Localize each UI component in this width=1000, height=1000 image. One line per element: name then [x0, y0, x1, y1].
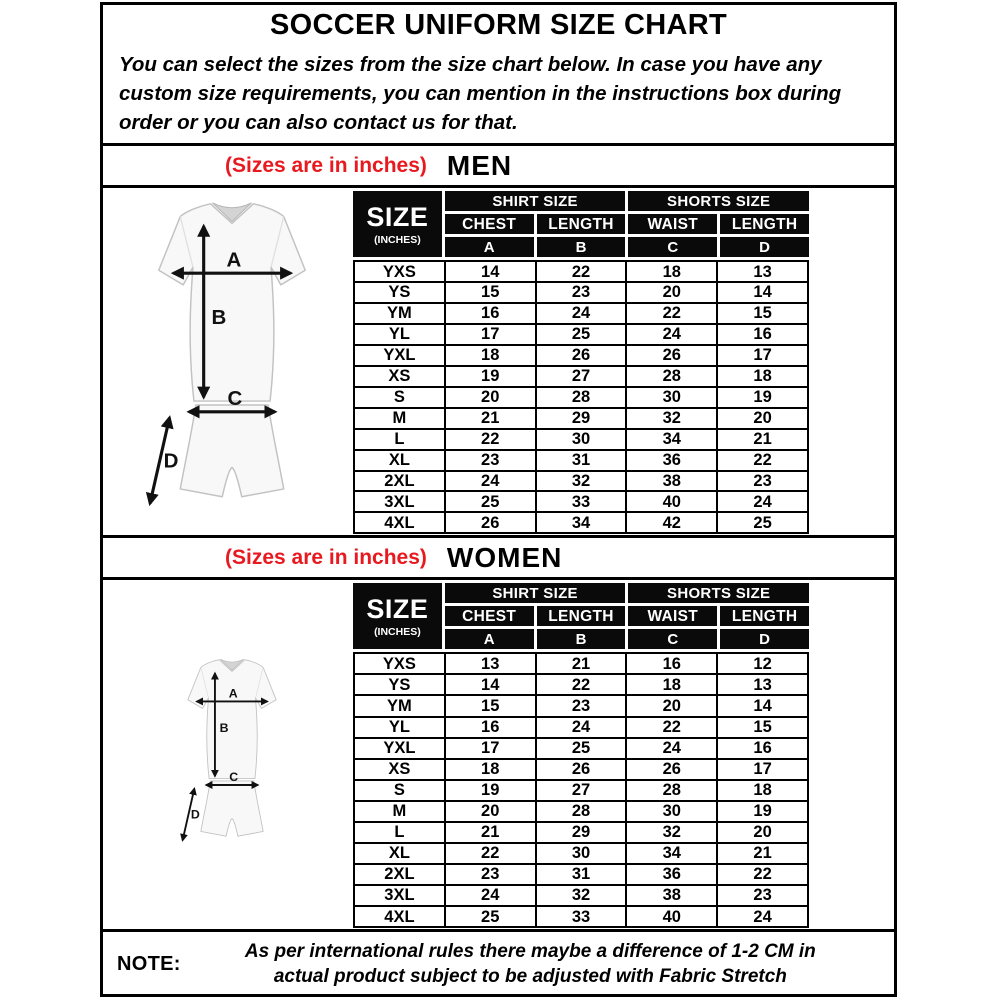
uniform-illustration	[132, 196, 332, 528]
row-size-label: S	[355, 781, 444, 800]
measure-label-d: D	[190, 807, 200, 822]
row-value-cell: 15	[446, 283, 535, 302]
shorts-size-group-header: SHORTS SIZE	[628, 191, 809, 211]
row-value-cell: 24	[446, 472, 535, 491]
row-value-cell: 16	[627, 654, 716, 673]
row-value-cell: 32	[627, 823, 716, 842]
row-value-cell: 21	[446, 823, 535, 842]
row-value-cell: 13	[718, 262, 807, 281]
row-value-cell: 24	[537, 304, 626, 323]
row-value-cell: 17	[446, 325, 535, 344]
row-size-label: L	[355, 823, 444, 842]
row-size-label: XS	[355, 367, 444, 386]
row-value-cell: 38	[627, 472, 716, 491]
row-value-cell: 19	[446, 781, 535, 800]
row-size-label: YS	[355, 283, 444, 302]
row-value-cell: 24	[718, 492, 807, 511]
row-value-cell: 16	[718, 739, 807, 758]
row-value-cell: 22	[537, 675, 626, 694]
row-value-cell: 31	[537, 865, 626, 884]
waist-column-header: WAIST	[628, 606, 717, 626]
waist-column-header: WAIST	[628, 214, 717, 234]
size-header-cell	[353, 583, 442, 649]
row-value-cell: 20	[718, 409, 807, 428]
measure-label-a: A	[228, 686, 238, 701]
row-size-label: XS	[355, 760, 444, 779]
row-size-label: XL	[355, 844, 444, 863]
column-letter-a: A	[445, 237, 534, 257]
row-value-cell: 18	[718, 781, 807, 800]
row-value-cell: 21	[718, 844, 807, 863]
row-size-label: M	[355, 409, 444, 428]
row-value-cell: 36	[627, 451, 716, 470]
row-value-cell: 24	[627, 739, 716, 758]
row-value-cell: 13	[718, 675, 807, 694]
measure-label-b: B	[211, 305, 227, 329]
row-value-cell: 28	[537, 802, 626, 821]
men-size-table	[353, 188, 809, 535]
shirt-size-group-header: SHIRT SIZE	[445, 583, 626, 603]
row-value-cell: 18	[446, 346, 535, 365]
shorts-length-column-header: LENGTH	[720, 214, 809, 234]
row-value-cell: 14	[718, 696, 807, 715]
row-value-cell: 24	[627, 325, 716, 344]
section-title-women: WOMEN	[446, 541, 563, 573]
row-value-cell: 18	[627, 675, 716, 694]
men-section-body	[103, 188, 894, 535]
women-section-body	[103, 580, 894, 929]
row-value-cell: 26	[537, 346, 626, 365]
women-size-table	[353, 580, 809, 929]
row-value-cell: 26	[627, 760, 716, 779]
uniform-illustration	[132, 589, 332, 921]
row-value-cell: 32	[627, 409, 716, 428]
size-header-cell	[353, 191, 442, 257]
row-value-cell: 25	[718, 513, 807, 532]
size-header-label: SIZE	[366, 593, 429, 624]
row-value-cell: 30	[537, 430, 626, 449]
row-size-label: 3XL	[355, 492, 444, 511]
row-size-label: YXL	[355, 739, 444, 758]
shorts-length-column-header: LENGTH	[720, 606, 809, 626]
row-value-cell: 34	[627, 844, 716, 863]
row-size-label: YM	[355, 304, 444, 323]
row-value-cell: 22	[446, 844, 535, 863]
row-value-cell: 25	[446, 492, 535, 511]
row-size-label: 2XL	[355, 865, 444, 884]
row-value-cell: 15	[718, 718, 807, 737]
row-size-label: M	[355, 802, 444, 821]
men-table-body	[353, 260, 809, 534]
shirt-length-column-header: LENGTH	[537, 606, 626, 626]
row-value-cell: 16	[718, 325, 807, 344]
measure-label-a: A	[226, 248, 242, 272]
row-value-cell: 20	[627, 696, 716, 715]
row-value-cell: 24	[718, 907, 807, 926]
note-block	[103, 929, 894, 996]
row-value-cell: 23	[537, 696, 626, 715]
row-value-cell: 22	[718, 451, 807, 470]
row-value-cell: 23	[537, 283, 626, 302]
row-value-cell: 30	[537, 844, 626, 863]
size-chart-frame	[100, 2, 897, 997]
row-value-cell: 22	[718, 865, 807, 884]
row-value-cell: 20	[627, 283, 716, 302]
row-value-cell: 21	[718, 430, 807, 449]
column-letter-d: D	[720, 237, 809, 257]
row-value-cell: 38	[627, 886, 716, 905]
row-value-cell: 14	[446, 675, 535, 694]
jersey-shirt-shape	[188, 660, 276, 779]
shirt-size-group-header: SHIRT SIZE	[445, 191, 626, 211]
row-value-cell: 14	[718, 283, 807, 302]
intro-text: You can select the sizes from the size chart below. In case you have any custom size requirements, you can mention in the instructions box during order or you can also contact us for that.	[119, 53, 842, 135]
row-size-label: 2XL	[355, 472, 444, 491]
row-size-label: YXL	[355, 346, 444, 365]
measure-label-d: D	[163, 449, 179, 473]
row-value-cell: 22	[537, 262, 626, 281]
section-title-men: MEN	[446, 149, 513, 181]
title-block	[103, 5, 894, 143]
row-value-cell: 28	[627, 781, 716, 800]
row-value-cell: 26	[627, 346, 716, 365]
row-value-cell: 25	[537, 325, 626, 344]
row-value-cell: 34	[537, 513, 626, 532]
row-value-cell: 34	[627, 430, 716, 449]
row-value-cell: 19	[718, 802, 807, 821]
measure-label-b: B	[219, 720, 229, 735]
row-value-cell: 30	[627, 802, 716, 821]
size-header-label: SIZE	[366, 201, 429, 232]
row-size-label: YL	[355, 718, 444, 737]
row-value-cell: 21	[537, 654, 626, 673]
row-value-cell: 25	[537, 739, 626, 758]
women-table-body	[353, 652, 809, 928]
women-section-header	[103, 535, 894, 580]
jersey-shirt-shape	[159, 204, 305, 401]
row-value-cell: 27	[537, 781, 626, 800]
shirt-length-column-header: LENGTH	[537, 214, 626, 234]
sizes-note-men: (Sizes are in inches)	[225, 153, 427, 177]
row-value-cell: 26	[537, 760, 626, 779]
row-value-cell: 29	[537, 823, 626, 842]
row-value-cell: 16	[446, 304, 535, 323]
row-size-label: XL	[355, 451, 444, 470]
column-letter-b: B	[537, 629, 626, 649]
row-size-label: YM	[355, 696, 444, 715]
row-value-cell: 15	[446, 696, 535, 715]
row-value-cell: 40	[627, 492, 716, 511]
row-value-cell: 23	[718, 472, 807, 491]
row-value-cell: 28	[627, 367, 716, 386]
row-size-label: L	[355, 430, 444, 449]
size-header-unit: (INCHES)	[374, 625, 421, 638]
men-section-header	[103, 143, 894, 188]
row-value-cell: 23	[446, 451, 535, 470]
row-value-cell: 24	[446, 886, 535, 905]
jersey-shorts-shape	[201, 781, 263, 836]
column-letter-c: C	[628, 237, 717, 257]
row-value-cell: 13	[446, 654, 535, 673]
note-text: As per international rules there maybe a difference of 1-2 CM in actual product subject to be adjusted with Fabric Stretch	[244, 940, 816, 988]
row-value-cell: 17	[446, 739, 535, 758]
jersey-shorts-shape	[180, 405, 284, 497]
row-value-cell: 12	[718, 654, 807, 673]
uniform-figure-men	[103, 188, 353, 535]
row-value-cell: 32	[537, 472, 626, 491]
row-value-cell: 33	[537, 492, 626, 511]
row-value-cell: 20	[718, 823, 807, 842]
row-size-label: YS	[355, 675, 444, 694]
row-value-cell: 17	[718, 346, 807, 365]
row-value-cell: 22	[627, 718, 716, 737]
row-value-cell: 14	[446, 262, 535, 281]
row-value-cell: 40	[627, 907, 716, 926]
column-letter-c: C	[628, 629, 717, 649]
row-value-cell: 22	[627, 304, 716, 323]
row-size-label: S	[355, 388, 444, 407]
row-value-cell: 19	[446, 367, 535, 386]
row-value-cell: 17	[718, 760, 807, 779]
row-value-cell: 23	[446, 865, 535, 884]
size-header-unit: (INCHES)	[374, 233, 421, 246]
row-value-cell: 16	[446, 718, 535, 737]
row-size-label: 4XL	[355, 513, 444, 532]
row-size-label: YL	[355, 325, 444, 344]
row-size-label: YXS	[355, 262, 444, 281]
row-value-cell: 20	[446, 802, 535, 821]
chest-column-header: CHEST	[445, 606, 534, 626]
row-value-cell: 23	[718, 886, 807, 905]
row-value-cell: 42	[627, 513, 716, 532]
column-letter-d: D	[720, 629, 809, 649]
row-value-cell: 30	[627, 388, 716, 407]
row-size-label: 4XL	[355, 907, 444, 926]
measure-label-c: C	[227, 386, 243, 410]
men-table-header	[353, 191, 809, 257]
sizes-note-women: (Sizes are in inches)	[225, 545, 427, 569]
row-size-label: 3XL	[355, 886, 444, 905]
row-value-cell: 19	[718, 388, 807, 407]
row-value-cell: 27	[537, 367, 626, 386]
row-size-label: YXS	[355, 654, 444, 673]
row-value-cell: 36	[627, 865, 716, 884]
row-value-cell: 18	[446, 760, 535, 779]
row-value-cell: 31	[537, 451, 626, 470]
row-value-cell: 18	[718, 367, 807, 386]
row-value-cell: 22	[446, 430, 535, 449]
row-value-cell: 21	[446, 409, 535, 428]
row-value-cell: 26	[446, 513, 535, 532]
row-value-cell: 18	[627, 262, 716, 281]
row-value-cell: 33	[537, 907, 626, 926]
column-letter-a: A	[445, 629, 534, 649]
shorts-size-group-header: SHORTS SIZE	[628, 583, 809, 603]
row-value-cell: 24	[537, 718, 626, 737]
row-value-cell: 29	[537, 409, 626, 428]
measure-label-c: C	[229, 769, 239, 784]
row-value-cell: 15	[718, 304, 807, 323]
row-value-cell: 20	[446, 388, 535, 407]
women-table-header	[353, 583, 809, 649]
page-title: SOCCER UNIFORM SIZE CHART	[270, 9, 727, 41]
chest-column-header: CHEST	[445, 214, 534, 234]
row-value-cell: 28	[537, 388, 626, 407]
uniform-figure-women	[103, 580, 353, 929]
column-letter-b: B	[537, 237, 626, 257]
note-label: NOTE:	[117, 952, 181, 975]
row-value-cell: 32	[537, 886, 626, 905]
row-value-cell: 25	[446, 907, 535, 926]
